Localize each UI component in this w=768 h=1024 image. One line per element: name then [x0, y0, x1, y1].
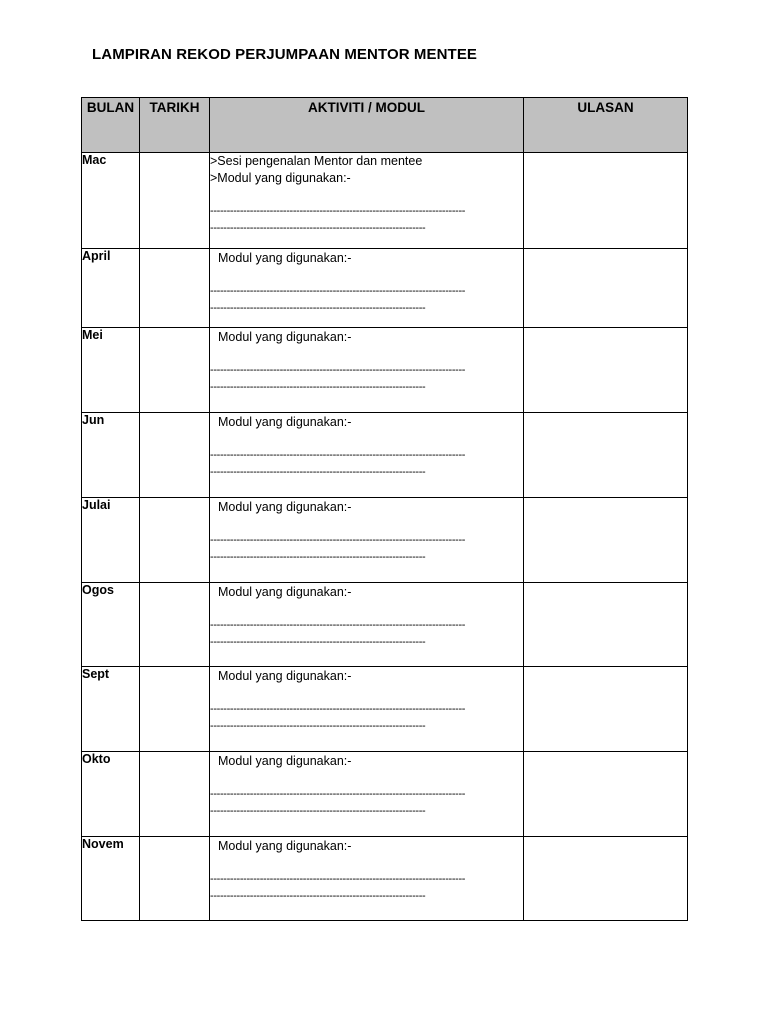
cell-aktiviti[interactable]: [210, 413, 524, 498]
table-row: [82, 667, 688, 752]
dash-line: -----------------------------------------------------------------------------: [210, 449, 466, 461]
mentor-record-table: [81, 97, 688, 921]
dash-line: -----------------------------------------------------------------: [210, 466, 426, 478]
cell-ulasan[interactable]: [524, 837, 688, 921]
cell-ulasan[interactable]: [524, 667, 688, 752]
modul-label: Modul yang digunakan:-: [218, 330, 352, 344]
cell-tarikh[interactable]: [140, 498, 210, 583]
cell-bulan: Novem: [82, 837, 140, 921]
modul-label: >Modul yang digunakan:-: [210, 171, 351, 185]
cell-tarikh[interactable]: [140, 583, 210, 667]
cell-bulan: Jun: [82, 413, 140, 498]
intro-session-text: >Sesi pengenalan Mentor dan mentee: [210, 154, 423, 168]
dash-line: -----------------------------------------------------------------------------: [210, 788, 466, 800]
table-row: [82, 752, 688, 837]
cell-bulan: Okto: [82, 752, 140, 837]
document-title: LAMPIRAN REKOD PERJUMPAAN MENTOR MENTEE: [92, 46, 478, 63]
modul-label: Modul yang digunakan:-: [218, 754, 352, 768]
dash-line: -----------------------------------------------------------------------------: [210, 619, 466, 631]
header-aktiviti: AKTIVITI / MODUL: [210, 98, 524, 153]
dash-line: -----------------------------------------------------------------: [210, 890, 426, 902]
cell-ulasan[interactable]: [524, 328, 688, 413]
table-header-row: [82, 98, 688, 153]
header-tarikh: TARIKH: [140, 98, 210, 153]
dash-line: -----------------------------------------------------------------: [210, 381, 426, 393]
dash-line: -----------------------------------------------------------------: [210, 551, 426, 563]
table-row: [82, 583, 688, 667]
modul-label: Modul yang digunakan:-: [218, 839, 352, 853]
cell-aktiviti[interactable]: [210, 667, 524, 752]
modul-label: Modul yang digunakan:-: [218, 585, 352, 599]
dash-line: -----------------------------------------------------------------: [210, 805, 426, 817]
dash-line: -----------------------------------------------------------------: [210, 222, 426, 234]
dash-line: -----------------------------------------------------------------------------: [210, 205, 466, 217]
modul-label: Modul yang digunakan:-: [218, 500, 352, 514]
cell-aktiviti[interactable]: [210, 328, 524, 413]
modul-label: Modul yang digunakan:-: [218, 415, 352, 429]
dash-line: -----------------------------------------------------------------------------: [210, 703, 466, 715]
cell-bulan: Julai: [82, 498, 140, 583]
header-bulan: BULAN: [82, 98, 140, 153]
cell-ulasan[interactable]: [524, 249, 688, 328]
cell-bulan: Ogos: [82, 583, 140, 667]
table-row: [82, 153, 688, 249]
cell-aktiviti[interactable]: [210, 153, 524, 249]
dash-line: -----------------------------------------------------------------: [210, 636, 426, 648]
cell-tarikh[interactable]: [140, 328, 210, 413]
dash-line: -----------------------------------------------------------------------------: [210, 534, 466, 546]
cell-ulasan[interactable]: [524, 153, 688, 249]
dash-line: -----------------------------------------------------------------------------: [210, 873, 466, 885]
header-ulasan: ULASAN: [524, 98, 688, 153]
cell-bulan: Sept: [82, 667, 140, 752]
dash-line: -----------------------------------------------------------------: [210, 720, 426, 732]
table-row: [82, 498, 688, 583]
cell-aktiviti[interactable]: [210, 752, 524, 837]
cell-aktiviti[interactable]: [210, 837, 524, 921]
cell-bulan: Mac: [82, 153, 140, 249]
table-row: [82, 837, 688, 921]
modul-label: Modul yang digunakan:-: [218, 251, 352, 265]
cell-tarikh[interactable]: [140, 752, 210, 837]
cell-bulan: April: [82, 249, 140, 328]
cell-aktiviti[interactable]: [210, 498, 524, 583]
cell-ulasan[interactable]: [524, 752, 688, 837]
table-row: [82, 328, 688, 413]
cell-tarikh[interactable]: [140, 667, 210, 752]
dash-line: -----------------------------------------------------------------------------: [210, 285, 466, 297]
cell-bulan: Mei: [82, 328, 140, 413]
modul-label: Modul yang digunakan:-: [218, 669, 352, 683]
cell-aktiviti[interactable]: [210, 249, 524, 328]
dash-line: -----------------------------------------------------------------: [210, 302, 426, 314]
cell-aktiviti[interactable]: [210, 583, 524, 667]
cell-tarikh[interactable]: [140, 153, 210, 249]
table-row: [82, 249, 688, 328]
table-row: [82, 413, 688, 498]
cell-tarikh[interactable]: [140, 413, 210, 498]
cell-ulasan[interactable]: [524, 498, 688, 583]
cell-tarikh[interactable]: [140, 249, 210, 328]
cell-tarikh[interactable]: [140, 837, 210, 921]
dash-line: -----------------------------------------------------------------------------: [210, 364, 466, 376]
cell-ulasan[interactable]: [524, 583, 688, 667]
cell-ulasan[interactable]: [524, 413, 688, 498]
